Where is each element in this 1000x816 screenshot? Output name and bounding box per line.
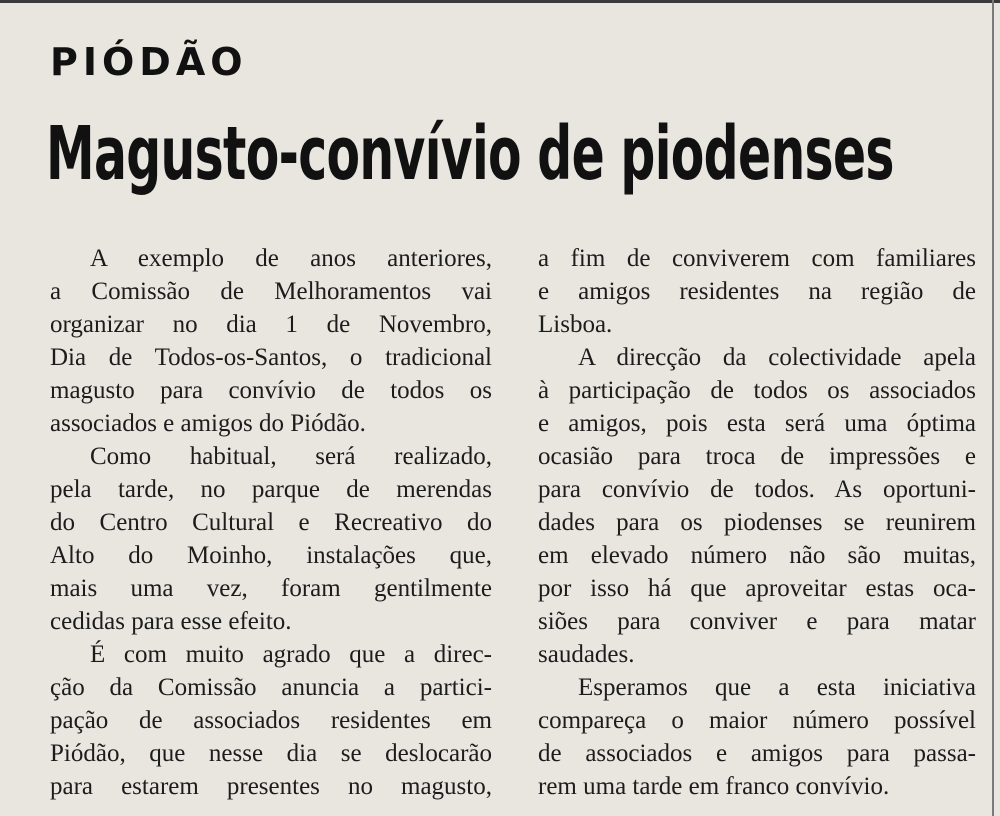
body-text-line: organizar no dia 1 de Novembro, (50, 311, 492, 338)
top-rule (0, 0, 1000, 3)
section-kicker: PIÓDÃO (50, 40, 248, 84)
body-text-line: Como habitual, será realizado, (90, 443, 492, 470)
body-text-line: pela tarde, no parque de merendas (50, 476, 492, 503)
body-text-line: em elevado número não são muitas, (538, 542, 976, 569)
body-text-line: A direcção da colectividade apela (578, 344, 976, 371)
body-text-line: magusto para convívio de todos os (50, 377, 492, 404)
body-text-line: Dia de Todos-os-Santos, o tradicional (50, 344, 492, 371)
body-text-line: a Comissão de Melhoramentos vai (50, 278, 492, 305)
body-text-line: mais uma vez, foram gentilmente (50, 575, 492, 602)
body-text-line: ção da Comissão anuncia a partici- (50, 674, 492, 701)
body-text-line: rem uma tarde em franco convívio. (538, 773, 890, 800)
body-text-line: ocasião para troca de impressões e (538, 443, 976, 470)
body-text-line: do Centro Cultural e Recreativo do (50, 509, 492, 536)
body-text-line: à participação de todos os associados (538, 377, 976, 404)
body-text-line: para estarem presentes no magusto, (50, 773, 492, 800)
body-text-line: por isso há que aproveitar estas oca- (538, 575, 976, 602)
body-text-line: Esperamos que a esta iniciativa (578, 674, 976, 701)
body-text-line: a fim de conviverem com familiares (538, 245, 976, 272)
body-column-right (538, 242, 976, 803)
body-text-line: cedidas para esse efeito. (50, 608, 292, 635)
body-text-line: para convívio de todos. As oportuni- (538, 476, 976, 503)
headline: Magusto-convívio de piodenses (46, 111, 894, 197)
body-text-line: É com muito agrado que a direc- (90, 641, 492, 668)
body-text-line: de associados e amigos para passa- (538, 740, 976, 767)
body-text-line: dades para os piodenses se reunirem (538, 509, 976, 536)
body-text-line: associados e amigos do Piódão. (50, 410, 366, 437)
body-text-line: A exemplo de anos anteriores, (90, 245, 492, 272)
body-text-line: e amigos, pois esta será uma óptima (538, 410, 976, 437)
body-text-line: Alto do Moinho, instalações que, (50, 542, 492, 569)
body-text-line: pação de associados residentes em (50, 707, 492, 734)
body-text-line: e amigos residentes na região de (538, 278, 976, 305)
body-text-line: compareça o maior número possível (538, 707, 976, 734)
column-edge-rule (992, 0, 994, 816)
body-text-line: Piódão, que nesse dia se deslocarão (50, 740, 492, 767)
body-text-line: Lisboa. (538, 311, 613, 338)
body-column-left (50, 242, 492, 803)
body-text-line: saudades. (538, 641, 635, 668)
body-text-line: siões para conviver e para matar (538, 608, 976, 635)
